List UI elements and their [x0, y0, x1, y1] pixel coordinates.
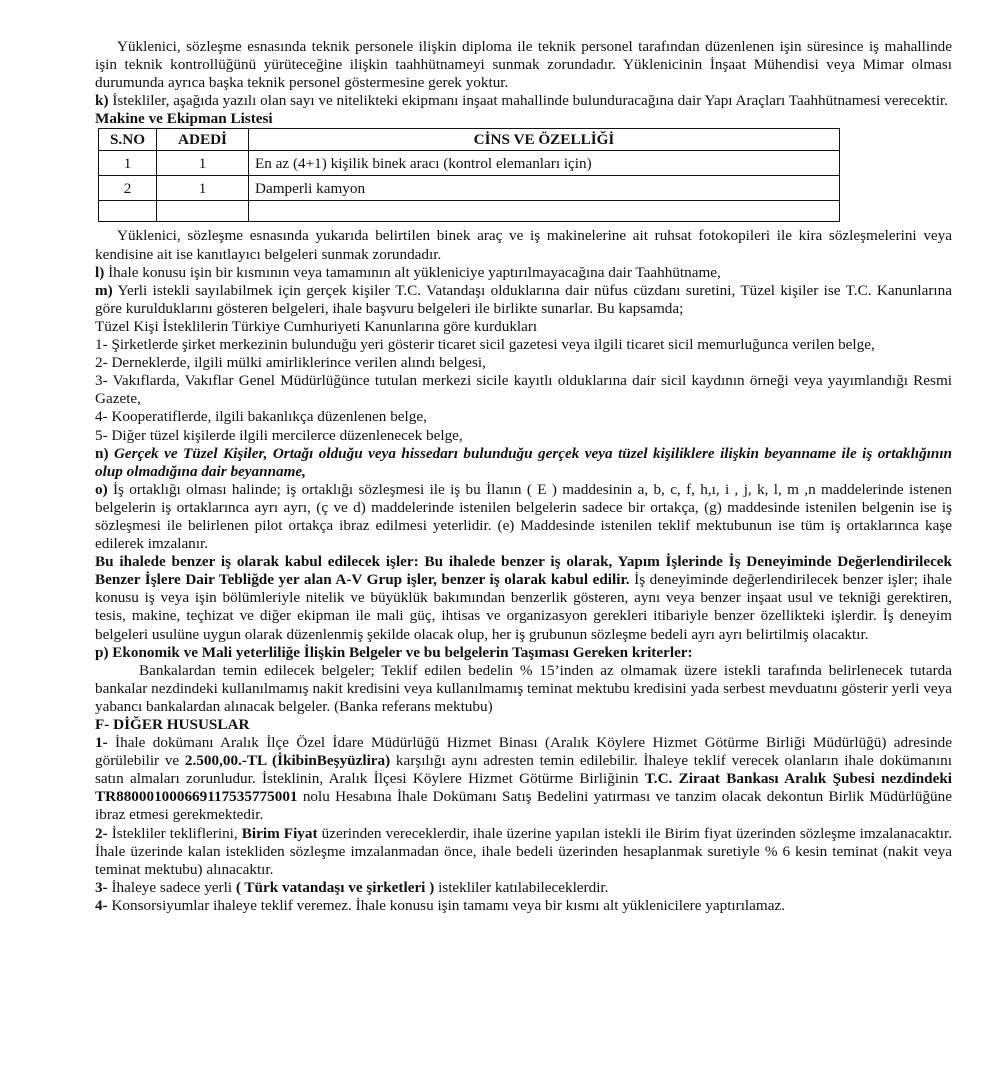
intro-paragraph: Yüklenici, sözleşme esnasında teknik personele ilişkin diploma ile teknik personel tarafından düzenlenen işin süresince iş mahallinde işin teknik kontrollüğünü yürüteceğine ilişkin taahhütnameyi sunmak zorundadır. Yüklenicinin İnşaat Mühendisi veya Mimar olması durumunda ayrıca başka teknik personel göstermesine gerek yoktur.	[95, 38, 952, 92]
header-desc: CİNS VE ÖZELLİĞİ	[249, 129, 840, 151]
equipment-table-wrap	[98, 128, 840, 222]
f-item-3	[95, 879, 952, 897]
row-desc: Damperli kamyon	[249, 176, 840, 201]
item-l	[95, 264, 952, 282]
row-no: 1	[99, 151, 157, 176]
item-k-label: k)	[95, 92, 109, 110]
similar-work-text: İş deneyiminde değerlendirilecek benzer işler; ihale konusu iş veya işin bölümleriyle nitelik ve büyüklük bakımından benzerlik gösteren, aynı veya benzer inşaat usul ve tekniği gerektiren, tesis, makine, teçhizat ve diğer ekipman ile mali güç, ihtisas ve organizasyon gerekleri itibariyle benzer özellikteki işlerdir. İş deneyim belgeleri usulüne uygun olarak düzenlenmiş şekilde olacak olup, her iş grubunun sözleşme bedeli ayrı ayrı belirtilmiş olacaktır.	[95, 571, 952, 643]
item-l-label: l)	[95, 263, 105, 281]
f-item-2-num: 2-	[95, 824, 108, 842]
row-qty: 1	[157, 176, 249, 201]
f-item-1-text-b: karşılığı aynı adresten temin edilebilir. İhaleye teklif verecek olanların ihale dokümanını satın almaları zorunludur. İsteklinin, Aralık İlçesi Köylere Hizmet Götürme Birliğinin	[95, 752, 952, 788]
item-m-label: m)	[95, 281, 113, 299]
empty-cell	[249, 201, 840, 222]
f-item-1-price: 2.500,00.-TL (İkibinBeşyüzlira)	[184, 752, 391, 770]
f-item-3-bold: ( Türk vatandaşı ve şirketleri )	[235, 878, 435, 896]
f-item-4	[95, 897, 952, 915]
equipment-table	[98, 128, 840, 222]
f-item-1-text-a: İhale dokümanı Aralık İlçe Özel İdare Müdürlüğü Hizmet Binası (Aralık Köylere Hizmet Götürme Birliği Müdürlüğü) adresinde görülebilir ve	[95, 734, 952, 770]
table-row-empty	[99, 201, 840, 222]
item-o	[95, 481, 952, 553]
row-qty: 1	[157, 151, 249, 176]
tuzel-item-5: 5- Diğer tüzel kişilerde ilgili mercilerce düzenlenecek belge,	[95, 426, 463, 444]
item-m	[95, 282, 952, 318]
f-item-3-text-a: İhaleye sadece yerli	[107, 878, 236, 896]
item-p-text: Bankalardan temin edilecek belgeler; Teklif edilen bedelin % 15’inden az olmamak üzere istekli tarafında belirlenecek tutarda bankalar nezdindeki kullanılmamış nakit kredisini veya kullanılmamış teminat mektubu kredisini yada serbest mevduatını gösterir yerli veya yabancı bankalardan alınacak belgeler. (Banka referans mektubu)	[95, 661, 952, 715]
f-item-3-text-b: istekliler katılabileceklerdir.	[434, 878, 609, 896]
f-item-4-text: Konsorsiyumlar ihaleye teklif veremez. İhale konusu işin tamamı veya bir kısmı alt yüklenicilere yaptırılamaz.	[107, 896, 785, 914]
item-l-text: İhale konusu işin bir kısmının veya tamamının alt yükleniciye yaptırılmayacağına dair Taahhütname,	[104, 263, 721, 281]
header-qty: ADEDİ	[157, 129, 249, 151]
f-item-3-num: 3-	[95, 878, 108, 896]
item-n-text: Gerçek ve Tüzel Kişiler, Ortağı olduğu veya hissedarı bulunduğu gerçek veya tüzel kişiliklere ilişkin beyanname ile iş ortaklığının olup olmadığına dair beyanname,	[95, 444, 952, 480]
f-item-2	[95, 825, 952, 879]
f-item-2-text-b: üzerinden vereceklerdir, ihale üzerine yapılan istekli ile Birim fiyat üzerinden sözleşme imzalanacaktır. İhale üzerinde kalan istekliden sözleşme imzalanmadan önce, ihale bedeli üzerinden hesaplanmak suretiyle % 6 kesin teminat (nakit veya teminat mektubu) alınacaktır.	[95, 824, 952, 878]
item-n-label: n)	[95, 444, 109, 462]
vehicles-paragraph: Yüklenici, sözleşme esnasında yukarıda belirtilen binek araç ve iş makinelerine ait ruhsat fotokopileri ile kira sözleşmelerini veya kendisine ait ise kanıtlayıcı belgeleri sunmak zorundadır.	[95, 227, 952, 263]
item-k	[95, 92, 952, 110]
tuzel-title: Tüzel Kişi İsteklilerin Türkiye Cumhuriyeti Kanunlarına göre kurdukları	[95, 317, 538, 335]
tuzel-item-1: 1- Şirketlerde şirket merkezinin bulunduğu yeri gösterir ticaret sicil gazetesi veya ilgili ticaret sicil memurluğunca verilen belge,	[95, 336, 875, 354]
item-n	[95, 445, 952, 481]
f-item-4-num: 4-	[95, 896, 108, 914]
item-o-label: o)	[95, 480, 108, 498]
item-k-text: İstekliler, aşağıda yazılı olan sayı ve nitelikteki ekipmanı inşaat mahallinde bulunduracağına dair Yapı Araçları Taahhütnamesi verecektir.	[108, 92, 948, 110]
row-desc: En az (4+1) kişilik binek aracı (kontrol elemanları için)	[249, 151, 840, 176]
table-row	[99, 176, 840, 201]
equipment-table-header	[99, 129, 840, 151]
tuzel-item-3: 3- Vakıflarda, Vakıflar Genel Müdürlüğünce tutulan merkezi sicile kayıtlı olduklarına dair sicil kaydının örneği veya yayımlandığı Resmi Gazete,	[95, 372, 952, 408]
tuzel-item-4: 4- Kooperatiflerde, ilgili bakanlıkça düzenlenen belge,	[95, 408, 427, 426]
item-m-text: Yerli istekli sayılabilmek için gerçek kişiler T.C. Vatandaşı olduklarına dair nüfus cüzdanı suretini, Tüzel kişiler ise T.C. Kanunlarına göre kurulduklarını gösteren belgeleri, ihale başvuru belgeleri ile birlikte sunarlar. Bu kapsamda;	[95, 281, 952, 317]
item-p-title: p) Ekonomik ve Mali yeterliliğe İlişkin Belgeler ve bu belgelerin Taşıması Gereken kriterler:	[95, 643, 693, 661]
row-no: 2	[99, 176, 157, 201]
empty-cell	[157, 201, 249, 222]
f-item-1-text-c: nolu Hesabına İhale Dokümanı Satış Bedelini yatırması ve tanzim olacak dekontun Birlik Müdürlüğüne ibraz etmesi gerekmektedir.	[95, 788, 952, 824]
equipment-list-title: Makine ve Ekipman Listesi	[95, 110, 273, 128]
f-item-2-text-a: İstekliler tekliflerini,	[107, 824, 242, 842]
header-sno: S.NO	[99, 129, 157, 151]
item-o-text: İş ortaklığı olması halinde; iş ortaklığı sözleşmesi ile iş bu İlanın ( E ) maddesinin a, b, c, f, h,ı, i , j, k, l, m ,n maddelerinde istenen belgelerin iş ortaklarınca ayrı ayrı, (ç ve d) maddelerinde istenilen belgelerin sadece bir ortakça, (g) maddesinde istenilen belgenin ise iş sözleşmesi ile belirlenen pilot ortakça ibraz edilmesi yeterlidir. (e) Maddesinde istenilen teklif mektubunun ise tüm iş ortaklarınca kaşe edilerek imzalanır.	[95, 480, 952, 553]
section-f-title: F- DİĞER HUSUSLAR	[95, 716, 250, 733]
tuzel-item-2: 2- Derneklerde, ilgili mülki amirliklerince verilen alındı belgesi,	[95, 354, 486, 372]
f-item-1-bank: T.C. Ziraat Bankası Aralık Şubesi nezdindeki TR880001000669117535775001	[95, 770, 953, 806]
f-item-2-bold: Birim Fiyat	[241, 824, 318, 842]
similar-work-bold: Bu ihalede benzer iş olarak kabul edilecek işler: Bu ihalede benzer iş olarak, Yapım İşlerinde İş Deneyiminde Değerlendirilecek Benzer İşlere Dair Tebliğde yer alan A-V Grup işler, benzer iş olarak kabul edilir.	[95, 553, 952, 589]
f-item-1-num: 1-	[95, 734, 108, 752]
table-row	[99, 151, 840, 176]
empty-cell	[99, 201, 157, 222]
similar-work-paragraph	[95, 553, 952, 643]
f-item-1	[95, 734, 952, 824]
